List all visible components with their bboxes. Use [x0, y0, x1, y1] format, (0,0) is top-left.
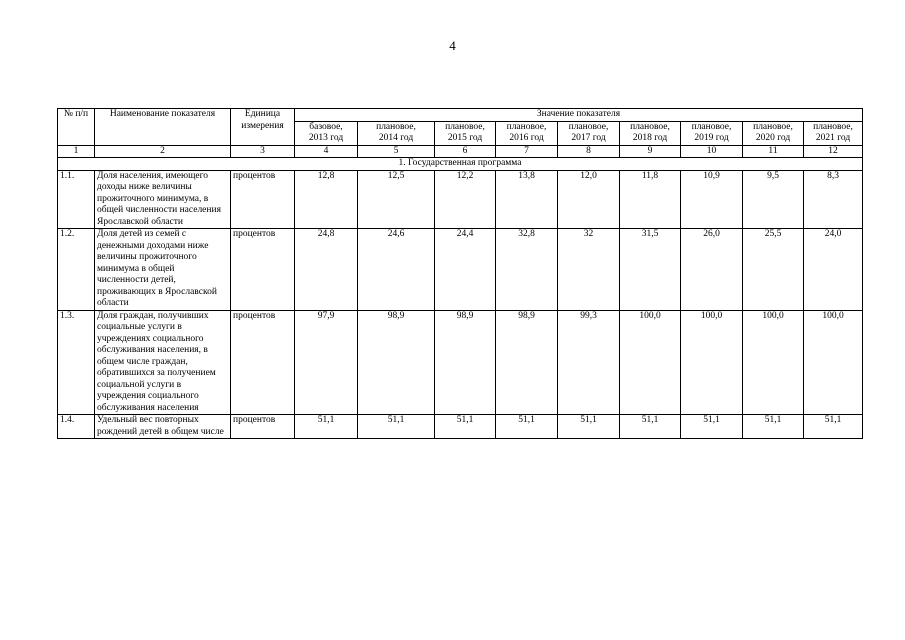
row-value: 12,2: [435, 170, 496, 229]
row-value: 26,0: [681, 229, 743, 311]
row-value: 31,5: [620, 229, 681, 311]
column-number: 2: [95, 145, 231, 158]
header-year-kind: плановое,: [445, 121, 485, 132]
header-year: [496, 121, 558, 145]
header-num: № п/п: [58, 109, 95, 146]
column-number: 10: [681, 145, 743, 158]
row-value: 51,1: [620, 415, 681, 439]
row-value: 10,9: [681, 170, 743, 229]
row-value: 13,8: [496, 170, 558, 229]
table-row: [58, 310, 863, 415]
row-num: 1.4.: [58, 415, 95, 439]
row-value: 51,1: [358, 415, 435, 439]
column-number: 6: [435, 145, 496, 158]
row-value: 98,9: [435, 310, 496, 415]
table-row: [58, 229, 863, 311]
row-value: 51,1: [435, 415, 496, 439]
column-number: 3: [231, 145, 295, 158]
header-year-kind: плановое,: [568, 121, 609, 132]
header-year-kind: плановое,: [506, 121, 547, 132]
row-num: 1.3.: [58, 310, 95, 415]
header-year: [435, 121, 496, 145]
row-value: 51,1: [295, 415, 358, 439]
row-value: 51,1: [743, 415, 804, 439]
header-year: [743, 121, 804, 145]
header-name: Наименование показателя: [95, 109, 231, 146]
row-value: 97,9: [295, 310, 358, 415]
row-num: 1.1.: [58, 170, 95, 229]
column-number: 5: [358, 145, 435, 158]
row-value: 24,4: [435, 229, 496, 311]
column-numbers-row: [58, 145, 863, 158]
row-value: 100,0: [804, 310, 863, 415]
column-number: 4: [295, 145, 358, 158]
header-row-top: [58, 109, 863, 122]
header-year: [681, 121, 743, 145]
row-value: 8,3: [804, 170, 863, 229]
header-unit: Единица измерения: [231, 109, 295, 146]
header-year-label: 2013 год: [308, 133, 344, 143]
row-unit: процентов: [231, 170, 295, 229]
header-year-kind: базовое,: [309, 121, 343, 132]
row-value: 51,1: [558, 415, 620, 439]
row-value: 9,5: [743, 170, 804, 229]
row-value: 12,0: [558, 170, 620, 229]
header-values-group: Значение показателя: [295, 109, 863, 122]
header-year-kind: плановое,: [691, 121, 732, 132]
row-value: 24,6: [358, 229, 435, 311]
header-year-label: 2016 год: [509, 133, 544, 143]
header-year: [620, 121, 681, 145]
row-value: 98,9: [496, 310, 558, 415]
row-unit: процентов: [231, 415, 295, 439]
header-year: [295, 121, 358, 145]
header-year: [558, 121, 620, 145]
table-row: [58, 170, 863, 229]
row-value: 11,8: [620, 170, 681, 229]
header-year-label: 2019 год: [694, 133, 729, 143]
row-num: 1.2.: [58, 229, 95, 311]
column-number: 12: [804, 145, 863, 158]
header-year-label: 2014 год: [378, 133, 414, 143]
row-value: 24,8: [295, 229, 358, 311]
column-number: 7: [496, 145, 558, 158]
row-value: 100,0: [620, 310, 681, 415]
row-name: Удельный вес повторных рождений детей в общем числе: [95, 415, 231, 439]
header-year-kind: плановое,: [753, 121, 793, 132]
column-number: 8: [558, 145, 620, 158]
column-number: 1: [58, 145, 95, 158]
row-name: Доля населения, имеющего доходы ниже величины прожиточного минимума, в общей численности населения Ярославской области: [95, 170, 231, 229]
row-value: 51,1: [496, 415, 558, 439]
section-row: [58, 158, 863, 171]
column-number: 9: [620, 145, 681, 158]
header-year: [804, 121, 863, 145]
row-value: 100,0: [743, 310, 804, 415]
header-year-kind: плановое,: [376, 121, 416, 132]
header-year: [358, 121, 435, 145]
header-year-label: 2018 год: [632, 133, 668, 143]
section-title: 1. Государственная программа: [58, 158, 863, 171]
row-value: 24,0: [804, 229, 863, 311]
row-value: 12,5: [358, 170, 435, 229]
row-value: 32,8: [496, 229, 558, 311]
header-year-label: 2020 год: [755, 133, 791, 143]
header-year-label: 2017 год: [571, 133, 606, 143]
row-value: 51,1: [804, 415, 863, 439]
indicators-table: [57, 108, 863, 439]
row-value: 25,5: [743, 229, 804, 311]
page-number: 4: [449, 38, 456, 53]
row-unit: процентов: [231, 310, 295, 415]
row-name: Доля детей из семей с денежными доходами ниже величины прожиточного минимума в общей численности детей, проживающих в Ярославской области: [95, 229, 231, 311]
header-year-kind: плановое,: [813, 121, 853, 132]
header-year-kind: плановое,: [630, 121, 670, 132]
row-name: Доля граждан, получивших социальные услуги в учреждениях социального обслуживания населения, в общем числе граждан, обратившихся за получением социальной услуги в учреждения социального обслуживания населения: [95, 310, 231, 415]
row-value: 32: [558, 229, 620, 311]
row-value: 51,1: [681, 415, 743, 439]
row-value: 98,9: [358, 310, 435, 415]
row-value: 100,0: [681, 310, 743, 415]
row-unit: процентов: [231, 229, 295, 311]
row-value: 99,3: [558, 310, 620, 415]
header-year-label: 2021 год: [815, 133, 851, 143]
column-number: 11: [743, 145, 804, 158]
table-row: [58, 415, 863, 439]
header-year-label: 2015 год: [447, 133, 483, 143]
row-value: 12,8: [295, 170, 358, 229]
